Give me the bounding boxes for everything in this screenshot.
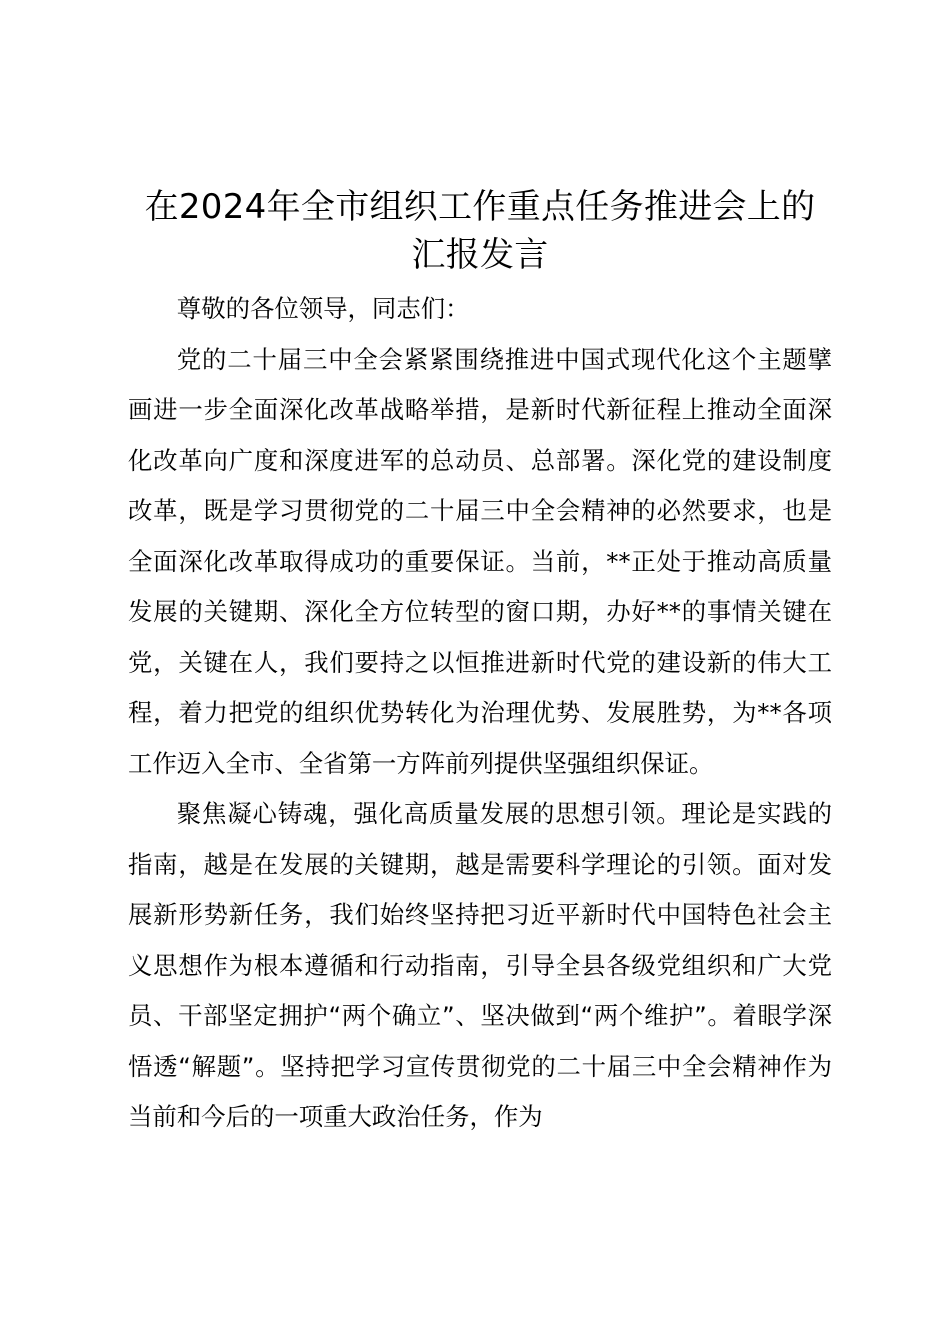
paragraph-2: 聚焦凝心铸魂，强化高质量发展的思想引领。理论是实践的指南，越是在发展的关键期，越是需要科学理论的引领。面对发展新形势新任务，我们始终坚持把习近平新时代中国特色社会主义思想作为根本遵循和行动指南，引导全县各级党组织和广大党员、干部坚定拥护“两个确立”、坚决做到“两个维护”。着眼学深悟透“解题”。坚持把学习宣传贯彻党的二十届三中全会精神作为当前和今后的一项重大政治任务，作为: [128, 799, 832, 1131]
document-title: 在2024年全市组织工作重点任务推进会上的汇报发言: [144, 187, 816, 275]
paragraph-1: 党的二十届三中全会紧紧围绕推进中国式现代化这个主题擘画进一步全面深化改革战略举措，是新时代新征程上推动全面深化改革向广度和深度进军的总动员、总部署。深化党的建设制度改革，既是学习贯彻党的二十届三中全会精神的必然要求，也是全面深化改革取得成功的重要保证。当前，**正处于推动高质量发展的关键期、深化全方位转型的窗口期，办好**的事情关键在党，关键在人，我们要持之以恒推进新时代党的建设新的伟大工程，着力把党的组织优势转化为治理优势、发展胜势，为**各项工作迈入全市、全省第一方阵前列提供坚强组织保证。: [128, 344, 832, 778]
document-body: [128, 284, 832, 1143]
salutation: 尊敬的各位领导，同志们：: [176, 294, 470, 323]
